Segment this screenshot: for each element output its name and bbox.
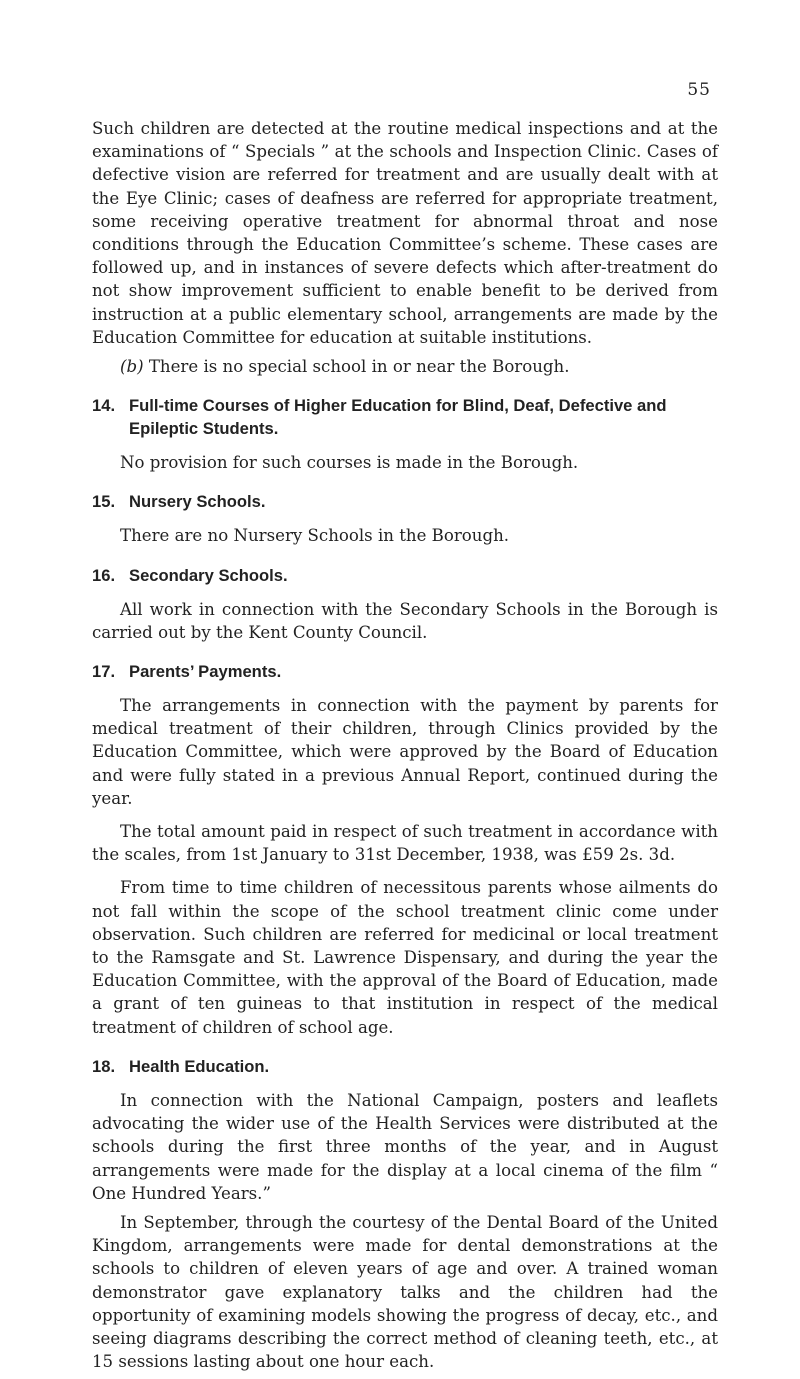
section-18-paragraph-1: In connection with the National Campaign, posters and leaflets advocating the wider use of the Health Services were distributed at the schools during the first three months of the year, and in August arrangements were made for the display at a local cinema of the film “ One Hundred Years.” (92, 1090, 718, 1203)
section-number: 15. (92, 492, 116, 512)
section-number: 18. (92, 1056, 116, 1076)
section-16-paragraph: All work in connection with the Secondary Schools in the Borough is carried out by the Kent County Council. (92, 599, 718, 642)
section-17 (92, 660, 718, 1039)
page-body (92, 117, 718, 1373)
section-18 (92, 1055, 718, 1373)
section-14 (92, 394, 718, 474)
section-title: Secondary Schools. (129, 565, 288, 585)
section-number: 16. (92, 565, 116, 585)
section-17-paragraph-1: The arrangements in connection with the payment by parents for medical treatment of their children, through Clinics provided by the Education Committee, which were approved by the Board of Education and were fully stated in a previous Annual Report, continued during the year. (92, 696, 718, 808)
intro-paragraph: Such children are detected at the routine medical inspections and at the examinations of “ Specials ” at the schools and Inspection Clinic. Cases of defective vision are referred for treatment and are usually dealt with at the Eye Clinic; cases of deafness are referred for appropriate treatment, some receiving operative treatment for abnormal throat and nose conditions through the Education Committee’s scheme. These cases are followed up, and in instances of severe defects which after-treatment do not show improvement sufficient to enable benefit to be derived from instruction at a public elementary school, arrangements are made by the Education Committee for education at suitable institutions. (92, 119, 718, 347)
section-18-paragraph-2: In September, through the courtesy of the Dental Board of the United Kingdom, arrangements were made for dental demonstrations at the schools to children of eleven years of age and over. A trained woman demonstrator gave explanatory talks and the children had the opportunity of examining models showing the progress of decay, etc., and seeing diagrams describing the correct method of cleaning teeth, etc., at 15 sessions lasting about one hour each. (92, 1212, 718, 1372)
paragraph-b (92, 355, 718, 378)
section-18-heading (92, 1055, 718, 1078)
section-15-heading (92, 490, 718, 513)
section-number: 17. (92, 662, 116, 682)
section-16-heading (92, 564, 718, 587)
section-15-paragraph: There are no Nursery Schools in the Borough. (120, 526, 510, 546)
section-number: 14. (92, 396, 116, 416)
section-17-heading (92, 660, 718, 683)
section-14-heading (92, 394, 718, 440)
section-15 (92, 490, 718, 547)
paragraph-b-label: (b) (120, 357, 144, 377)
page-number: 55 (687, 80, 711, 100)
section-17-paragraph-3: From time to time children of necessitous parents whose ailments do not fall within the scope of the school treatment clinic come under observation. Such children are referred for medicinal or local treatment to the Ramsgate and St. Lawrence Dispensary, and during the year the Education Committee, with the approval of the Board of Education, made a grant of ten guineas to that institution in respect of the medical treatment of children of school age. (92, 878, 718, 1037)
section-title: Parents’ Payments. (129, 662, 282, 682)
section-14-paragraph: No provision for such courses is made in the Borough. (120, 453, 579, 473)
section-title: Nursery Schools. (129, 492, 266, 512)
paragraph-b-text: There is no special school in or near the Borough. (148, 357, 570, 377)
section-title: Health Education. (129, 1056, 270, 1076)
section-16 (92, 564, 718, 644)
section-17-paragraph-2: The total amount paid in respect of such treatment in accordance with the scales, from 1st January to 31st December, 1938, was £59 2s. 3d. (92, 822, 718, 865)
section-title: Full-time Courses of Higher Education for Blind, Deaf, Defective and Epileptic Students. (129, 396, 667, 439)
